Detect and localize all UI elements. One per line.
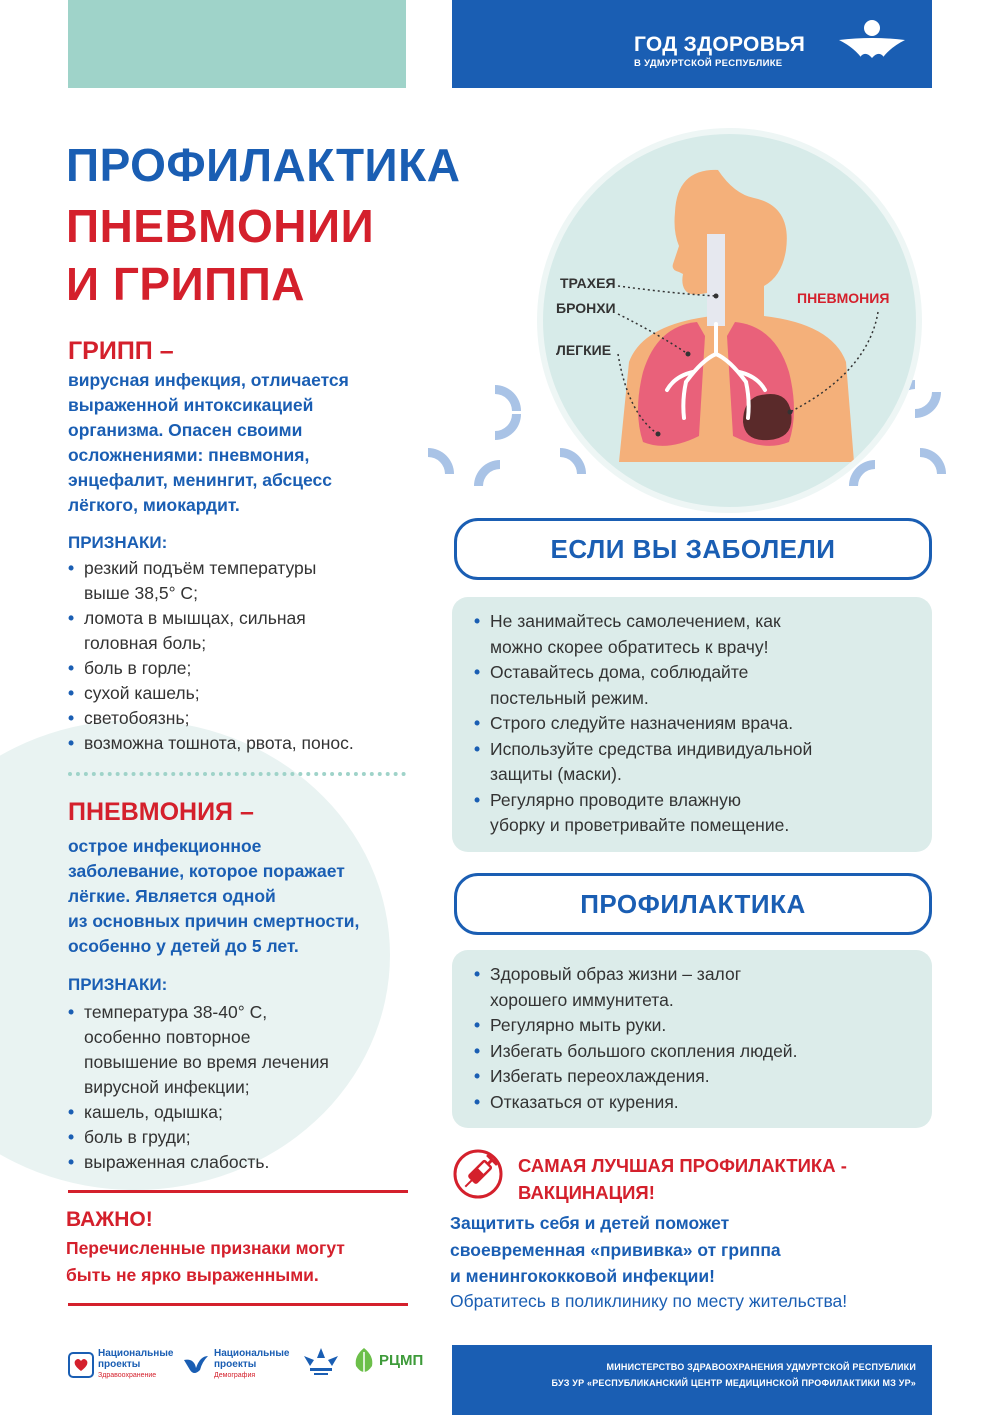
syringe-icon [452, 1148, 504, 1200]
flu-signs-title: ПРИЗНАКИ: [68, 533, 168, 552]
logo-national-projects-demography [182, 1348, 294, 1381]
flu-signs-list [68, 556, 354, 756]
logo-np2-text: Национальные проекты [214, 1348, 290, 1370]
list-item: • Отказаться от курения. [474, 1090, 914, 1116]
if-sick-list [474, 609, 914, 839]
lungs-icon [543, 134, 916, 507]
emblem-icon [298, 1344, 344, 1378]
important-top-line [68, 1190, 408, 1193]
header-subtitle: В УДМУРТСКОЙ РЕСПУБЛИКЕ [634, 58, 783, 69]
list-item: • кашель, одышка; [68, 1100, 329, 1125]
header-title: ГОД ЗДОРОВЬЯ [634, 33, 806, 56]
flu-desc-line: лёгкого, миокардит. [68, 495, 240, 515]
important-line: Перечисленные признаки могут [66, 1238, 345, 1258]
vaccination-text-line: и менингококковой инфекции! [450, 1266, 715, 1286]
list-item: • Избегать переохлаждения. [474, 1064, 914, 1090]
vaccination-heading-line: ВАКЦИНАЦИЯ! [518, 1182, 655, 1203]
year-of-health-logo-icon [837, 18, 907, 80]
logo-np2-sub: Демография [214, 1372, 256, 1379]
label-trachea: ТРАХЕЯ [560, 275, 616, 291]
list-item: • выраженная слабость. [68, 1150, 329, 1175]
pneumonia-desc-line: особенно у детей до 5 лет. [68, 936, 299, 956]
flu-desc-line: осложнениями: пневмония, [68, 445, 310, 465]
vaccination-heading [518, 1152, 847, 1206]
pneumonia-signs-list [68, 1000, 329, 1175]
header-banner [452, 0, 932, 88]
list-item: • светобоязнь; [68, 706, 354, 731]
list-item: • резкий подъём температуры выше 38,5° С; [68, 556, 354, 606]
important-line: быть не ярко выраженными. [66, 1265, 319, 1285]
vaccination-note: Обратитесь в поликлинику по месту жительства! [450, 1291, 848, 1311]
pneumonia-signs-title: ПРИЗНАКИ: [68, 975, 168, 994]
rcmp-leaf-icon [352, 1346, 376, 1374]
important-bottom-line [68, 1303, 408, 1306]
important-heading: ВАЖНО! [66, 1208, 153, 1231]
prevention-list [474, 962, 914, 1115]
anatomy-illustration [537, 128, 922, 513]
footer-banner [452, 1345, 932, 1415]
list-item: • Избегать большого скопления людей. [474, 1039, 914, 1065]
list-item: • Регулярно мыть руки. [474, 1013, 914, 1039]
page-title-line1: ПРОФИЛАКТИКА [66, 139, 461, 191]
page-title-line3: И ГРИППА [66, 258, 306, 310]
vaccination-text-line: Защитить себя и детей поможет [450, 1213, 730, 1233]
list-item: • Строго следуйте назначениям врача. [474, 711, 914, 737]
footer-line2: БУЗ УР «РЕСПУБЛИКАНСКИЙ ЦЕНТР МЕДИЦИНСКОЙ ПРОФИЛАКТИКИ МЗ УР» [551, 1378, 916, 1388]
list-item: • Регулярно проводите влажную уборку и проветривайте помещение. [474, 788, 914, 839]
pneumonia-desc-line: из основных причин смертности, [68, 911, 360, 931]
flu-desc-line: организма. Опасен своими [68, 420, 303, 440]
logo-national-projects-health [68, 1348, 178, 1381]
list-item: • боль в горле; [68, 656, 354, 681]
flu-desc-line: выраженной интоксикацией [68, 395, 314, 415]
vaccination-text-line: своевременная «прививка» от гриппа [450, 1239, 781, 1260]
rcmp-text: РЦМП [379, 1351, 424, 1369]
prevention-card [452, 950, 932, 1128]
pneumonia-desc-line: заболевание, которое поражает [68, 861, 345, 881]
label-lungs: ЛЕГКИЕ [556, 342, 612, 358]
footer-line1: МИНИСТЕРСТВО ЗДРАВООХРАНЕНИЯ УДМУРТСКОЙ РЕСПУБЛИКИ [606, 1362, 916, 1372]
list-item: • боль в груди; [68, 1125, 329, 1150]
flu-description [68, 368, 349, 518]
national-projects-icon [68, 1352, 94, 1378]
page-title-line2: ПНЕВМОНИИ [66, 200, 375, 252]
label-bronchi: БРОНХИ [556, 300, 616, 316]
list-item: • сухой кашель; [68, 681, 354, 706]
if-sick-heading: ЕСЛИ ВЫ ЗАБОЛЕЛИ [454, 518, 932, 580]
prevention-heading: ПРОФИЛАКТИКА [454, 873, 932, 935]
page-title-lines [66, 197, 374, 313]
section-divider [68, 772, 406, 776]
if-sick-card [452, 597, 932, 852]
list-item: • Не занимайтесь самолечением, как можно скорее обратитесь к врачу! [474, 609, 914, 660]
list-item: • возможна тошнота, рвота, понос. [68, 731, 354, 756]
pneumonia-heading: ПНЕВМОНИЯ – [68, 798, 254, 826]
pneumonia-description [68, 834, 359, 959]
list-item: • Оставайтесь дома, соблюдайте постельный режим. [474, 660, 914, 711]
pneumonia-desc-line: лёгкие. Является одной [68, 886, 276, 906]
list-item: • Здоровый образ жизни – залог хорошего иммунитета. [474, 962, 914, 1013]
logo-np1-sub: Здравоохранение [98, 1372, 157, 1379]
logo-np1-text: Национальные проекты [98, 1348, 174, 1370]
list-item: • Используйте средства индивидуальной защиты (маски). [474, 737, 914, 788]
list-item: • ломота в мышцах, сильная головная боль; [68, 606, 354, 656]
logo-rcmp [352, 1346, 423, 1374]
flu-desc-line: энцефалит, менингит, абсцесс [68, 470, 332, 490]
label-pneumonia: ПНЕВМОНИЯ [797, 290, 890, 306]
flu-desc-line: вирусная инфекция, отличается [68, 370, 349, 390]
pneumonia-desc-line: острое инфекционное [68, 836, 262, 856]
important-text [66, 1235, 345, 1289]
vaccination-text [450, 1210, 781, 1290]
flu-heading: ГРИПП – [68, 337, 174, 365]
bird-icon [182, 1352, 210, 1378]
vaccination-heading-line: САМАЯ ЛУЧШАЯ ПРОФИЛАКТИКА - [518, 1155, 847, 1176]
list-item: • температура 38-40° С, особенно повторное повышение во время лечения вирусной инфекции; [68, 1000, 329, 1100]
teal-header-block [68, 0, 406, 88]
